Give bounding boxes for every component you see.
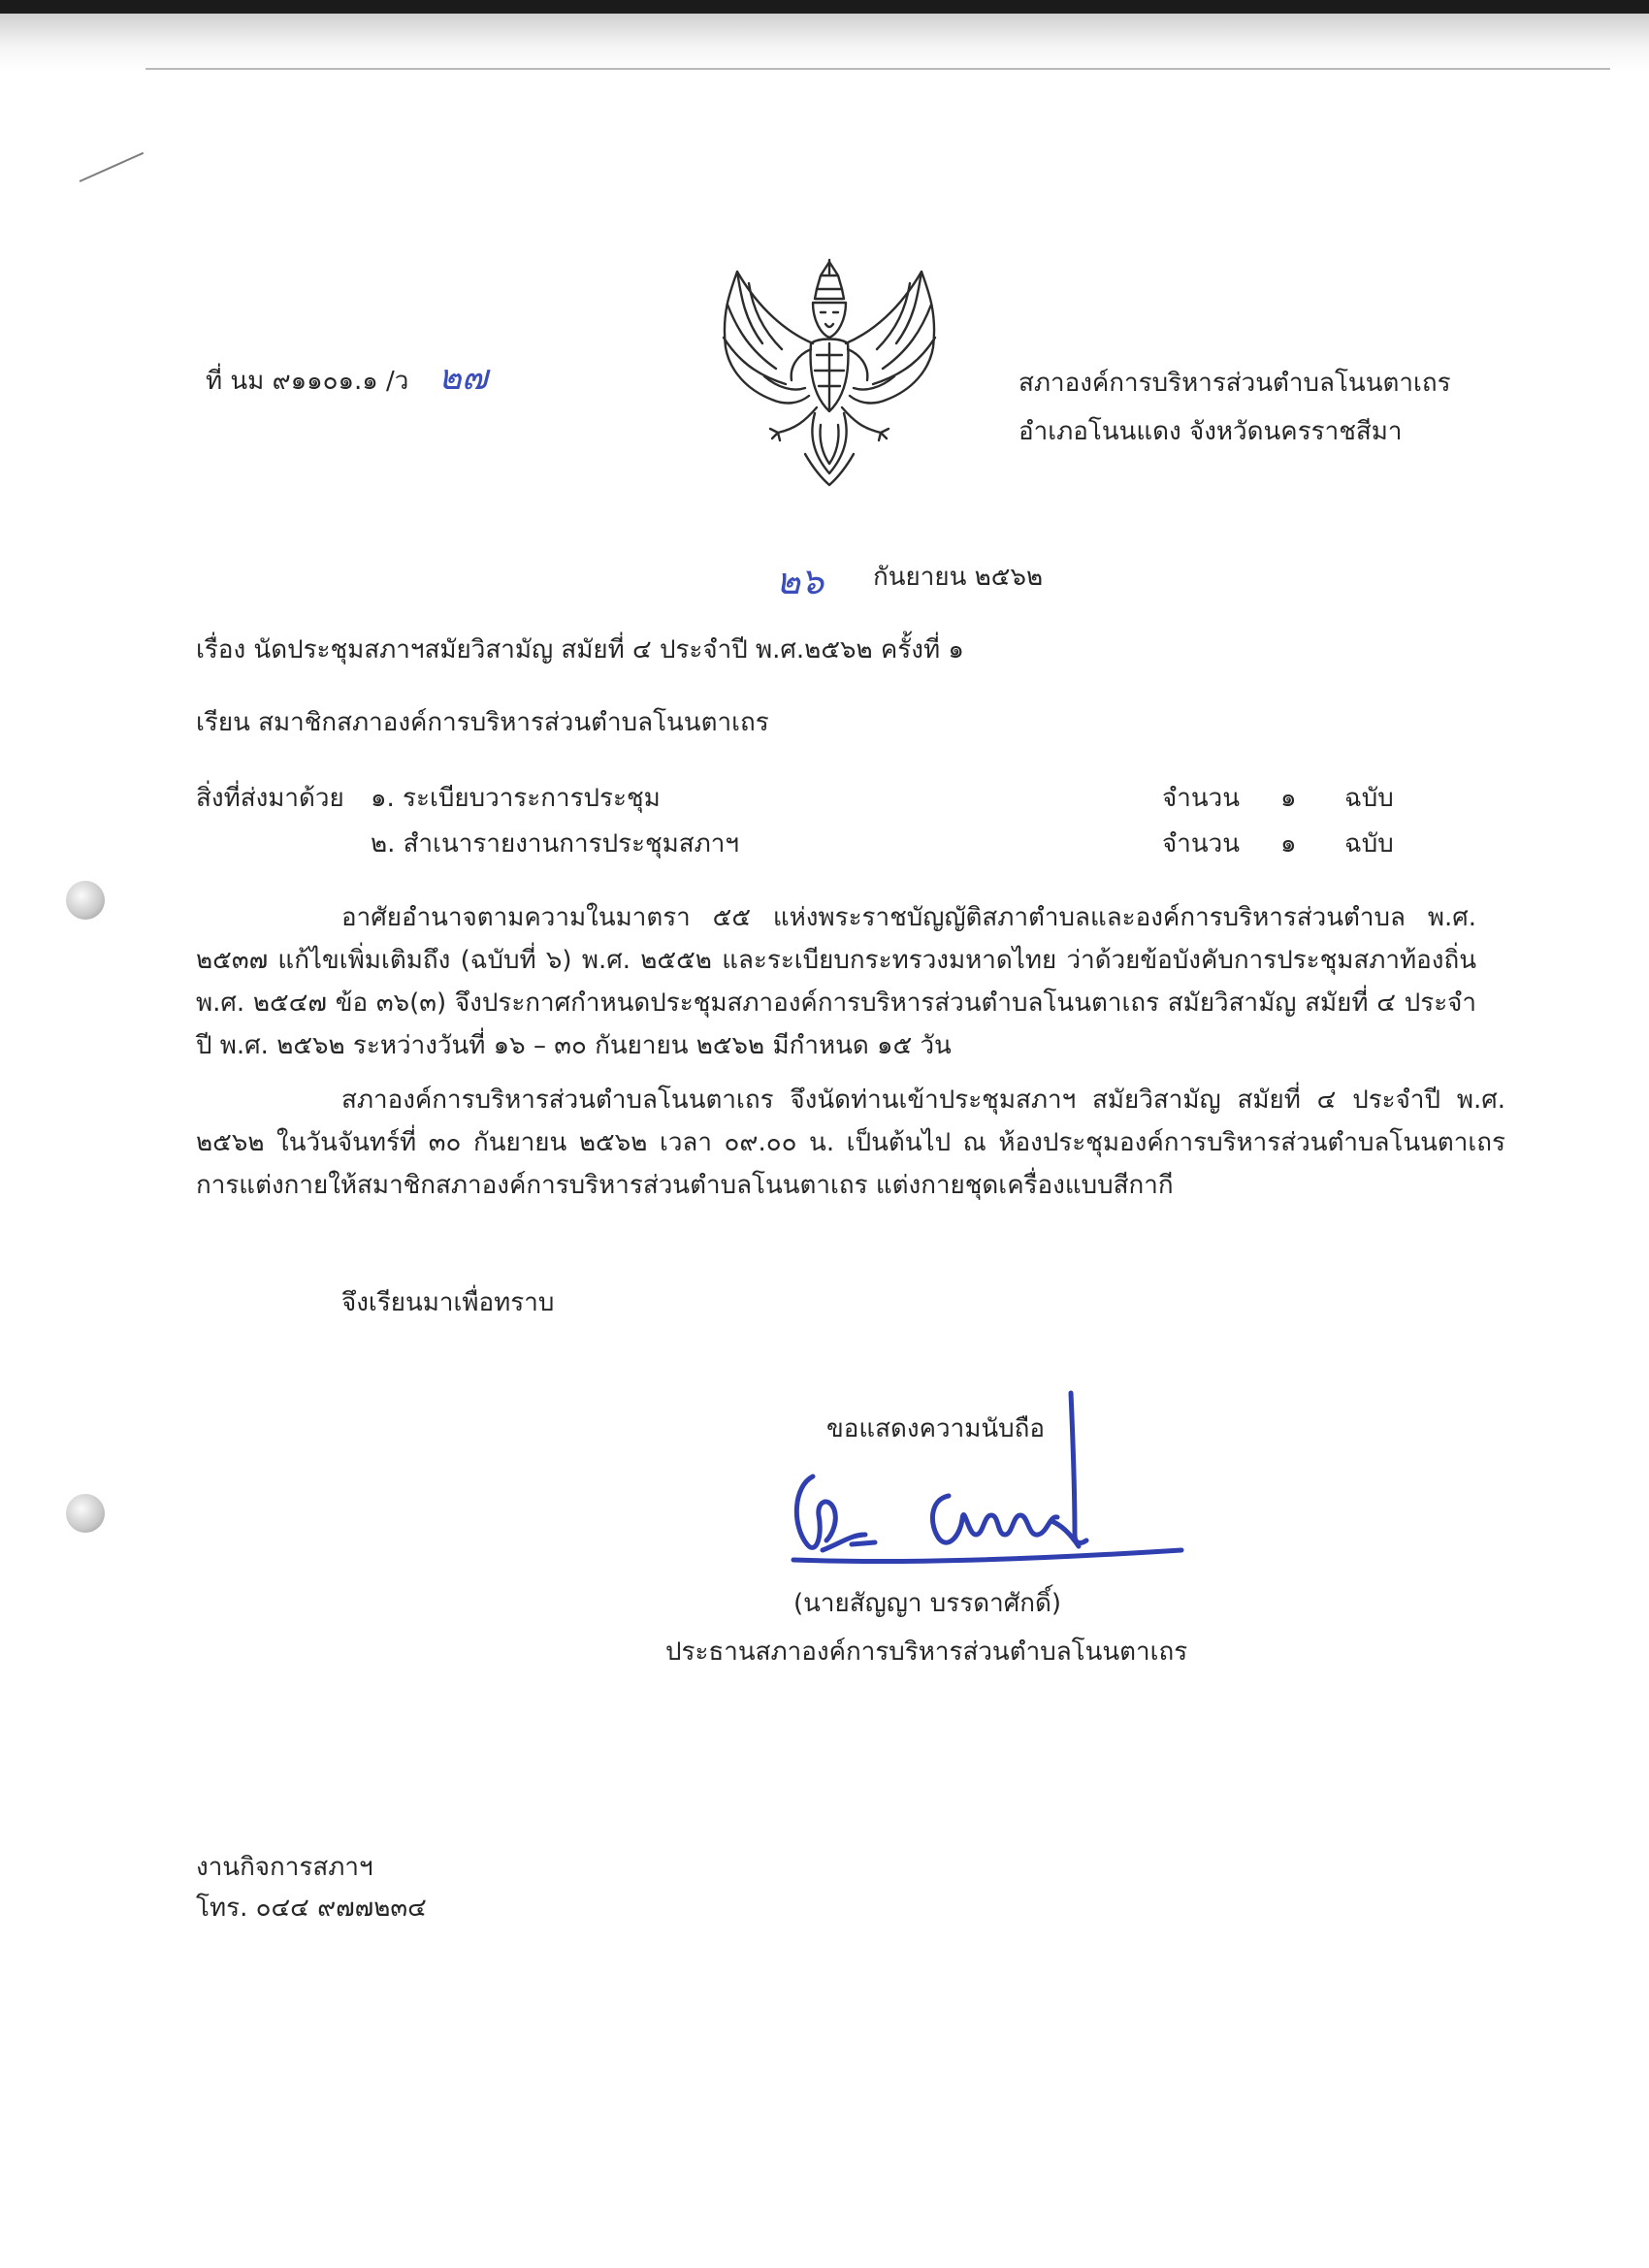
enclosures-label: สิ่งที่ส่งมาด้วย (196, 784, 344, 813)
scan-edge-line (146, 68, 1610, 70)
punch-hole-bottom (66, 1494, 105, 1533)
reference-handwritten: ๒๗ (438, 358, 488, 398)
enclosure-2-qty: ๑ (1280, 829, 1297, 859)
pencil-mark (80, 152, 145, 182)
recipient-line: เรียน สมาชิกสภาองค์การบริหารส่วนตำบลโนนตาเถร (196, 708, 769, 737)
body-paragraph-1: อาศัยอำนาจตามความในมาตรา ๕๕ แห่งพระราชบัญญัติสภาตำบลและองค์การบริหารส่วนตำบล พ.ศ. ๒๕๓๗ แก้ไขเพิ่มเติมถึง (ฉบับที่ ๖) พ.ศ. ๒๕๕๒ และระเบียบกระทรวงมหาดไทย ว่าด้วยข้อบังคับการประชุมสภาท้องถิ่น พ.ศ. ๒๕๔๗ ข้อ ๓๖(๓) จึงประกาศกำหนดประชุมสภาองค์การบริหารส่วนตำบลโนนตาเถร สมัยวิสามัญ สมัยที่ ๔ ประจำปี พ.ศ. ๒๕๖๒ ระหว่างวันที่ ๑๖ – ๓๐ กันยายน ๒๕๖๒ มีกำหนด ๑๕ วัน (196, 903, 1476, 1060)
scan-border-top (0, 0, 1649, 14)
reference-number: ที่ นม ๙๑๑๐๑.๑ /ว (206, 367, 409, 396)
handwritten-signature-icon (784, 1379, 1191, 1593)
signatory-name: (นายสัญญา บรรดาศักดิ์) (793, 1589, 1061, 1618)
enclosure-1-qty-label: จำนวน (1162, 784, 1240, 813)
scan-shadow (0, 14, 1649, 72)
enclosure-item-1: ๑. ระเบียบวาระการประชุม (371, 784, 661, 813)
org-name: สภาองค์การบริหารส่วนตำบลโนนตาเถร (1018, 369, 1451, 398)
closing-line: จึงเรียนมาเพื่อทราบ (341, 1288, 555, 1317)
garuda-emblem-icon (708, 254, 951, 492)
footer-phone: โทร. ๐๔๔ ๙๗๗๒๓๔ (196, 1894, 427, 1923)
body-paragraph-2: สภาองค์การบริหารส่วนตำบลโนนตาเถร จึงนัดท่านเข้าประชุมสภาฯ สมัยวิสามัญ สมัยที่ ๔ ประจำปี พ.ศ. ๒๕๖๒ ในวันจันทร์ที่ ๓๐ กันยายน ๒๕๖๒ เวลา ๐๙.๐๐ น. เป็นต้นไป ณ ห้องประชุมองค์การบริหารส่วนตำบลโนนตาเถร การแต่งกายให้สมาชิกสภาองค์การบริหารส่วนตำบลโนนตาเถร แต่งกายชุดเครื่องแบบสีกากี (196, 1085, 1505, 1200)
salutation: ขอแสดงความนับถือ (826, 1414, 1045, 1443)
footer-department: งานกิจการสภาฯ (196, 1853, 373, 1882)
signatory-position: ประธานสภาองค์การบริหารส่วนตำบลโนนตาเถร (665, 1637, 1188, 1667)
date-month-year: กันยายน ๒๕๖๒ (873, 563, 1044, 592)
enclosure-item-2: ๒. สำเนารายงานการประชุมสภาฯ (371, 829, 739, 859)
enclosure-2-qty-label: จำนวน (1162, 829, 1240, 859)
subject-line: เรื่อง นัดประชุมสภาฯสมัยวิสามัญ สมัยที่ ๔ ประจำปี พ.ศ.๒๕๖๒ ครั้งที่ ๑ (196, 635, 964, 664)
date-day-handwritten: ๒๖ (776, 560, 824, 602)
enclosure-2-unit: ฉบับ (1344, 829, 1394, 859)
org-district: อำเภอโนนแดง จังหวัดนครราชสีมา (1018, 417, 1403, 446)
punch-hole-top (66, 881, 105, 920)
enclosure-1-unit: ฉบับ (1344, 784, 1394, 813)
enclosure-1-qty: ๑ (1280, 784, 1297, 813)
